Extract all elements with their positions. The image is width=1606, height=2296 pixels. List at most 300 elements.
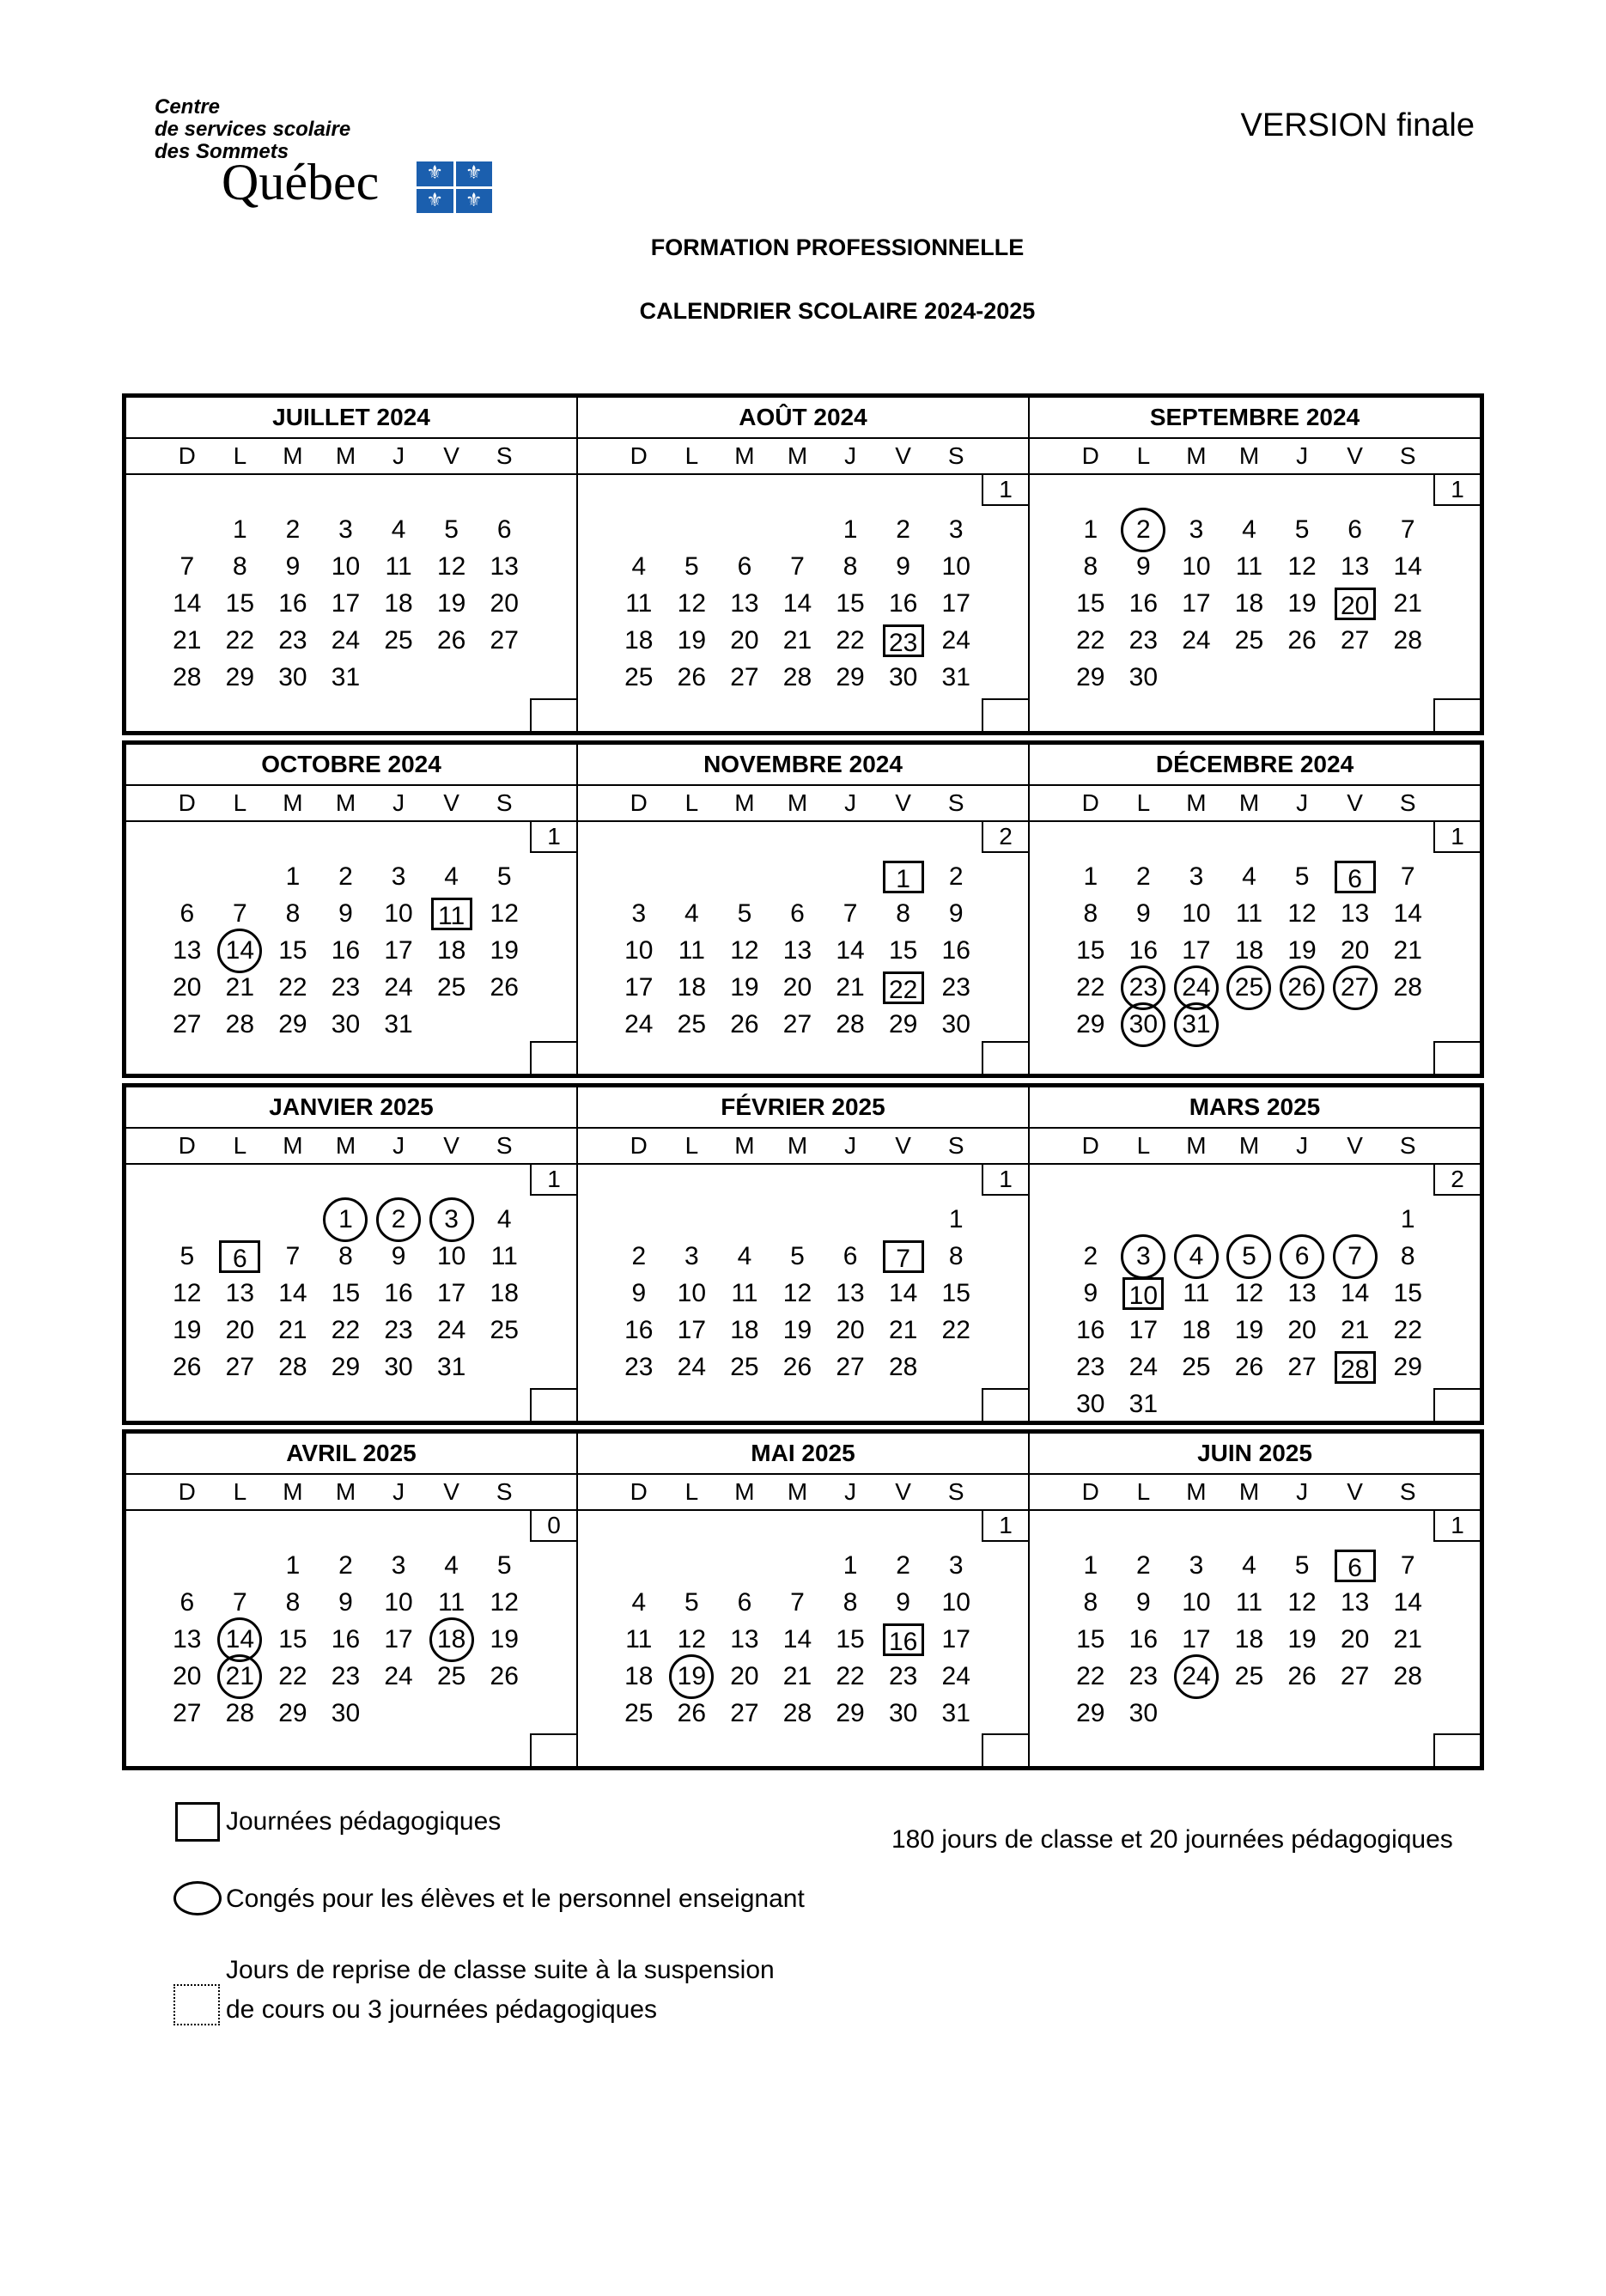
day-number: 27 xyxy=(730,1698,759,1727)
day-cell xyxy=(214,1275,267,1312)
pedagogical-count-box: 1 xyxy=(1433,1509,1480,1542)
day-number: 22 xyxy=(278,1661,307,1690)
day-number: 26 xyxy=(1234,1352,1264,1381)
day-cell xyxy=(824,1584,877,1621)
day-number: 26 xyxy=(1280,965,1324,1010)
day-cell xyxy=(372,1621,425,1658)
day-cell xyxy=(1223,1658,1276,1695)
day-cell xyxy=(771,1275,824,1312)
weekday-header xyxy=(578,1475,1028,1511)
day-cell xyxy=(266,1658,319,1695)
day-cell xyxy=(214,659,267,696)
day-number: 28 xyxy=(782,1698,812,1727)
pedagogical-count-box: 1 xyxy=(982,473,1028,506)
day-number: 31 xyxy=(941,1698,970,1727)
day-cell xyxy=(1275,585,1329,622)
day-number: 19 xyxy=(669,1654,714,1699)
day-number: 11 xyxy=(490,1241,518,1270)
day-number: 10 xyxy=(384,898,413,928)
fleur-de-lis-icon: ⚜ xyxy=(417,189,453,214)
day-off-cell xyxy=(372,1201,425,1238)
day-number: 4 xyxy=(737,1241,752,1270)
pedagogical-day-cell xyxy=(877,969,930,1006)
day-cell xyxy=(1223,895,1276,932)
day-number: 28 xyxy=(278,1352,307,1381)
day-number: 28 xyxy=(1393,972,1422,1002)
day-grid xyxy=(1064,511,1434,696)
day-cell xyxy=(266,585,319,622)
weekday-label: L xyxy=(684,789,699,816)
day-number: 26 xyxy=(782,1352,812,1381)
day-cell xyxy=(718,1238,771,1275)
month-title: OCTOBRE 2024 xyxy=(126,745,576,786)
day-number: 20 xyxy=(782,972,812,1002)
day-cell xyxy=(1170,511,1223,548)
day-cell xyxy=(319,895,373,932)
day-number: 26 xyxy=(1287,1661,1317,1690)
day-number: 9 xyxy=(1136,1587,1151,1617)
day-cell xyxy=(425,585,478,622)
day-cell xyxy=(824,932,877,969)
weekday-header xyxy=(578,439,1028,475)
empty-cell xyxy=(612,1547,666,1584)
day-number: 9 xyxy=(896,551,910,581)
makeup-day-count-box xyxy=(530,698,576,731)
day-cell xyxy=(425,1238,478,1275)
day-cell xyxy=(214,585,267,622)
month-title: MAI 2025 xyxy=(578,1434,1028,1475)
day-number: 1 xyxy=(1083,515,1098,544)
day-cell xyxy=(1117,1695,1171,1732)
day-cell xyxy=(771,659,824,696)
day-cell xyxy=(1329,1658,1382,1695)
day-number: 18 xyxy=(677,972,707,1002)
day-cell xyxy=(161,932,214,969)
month-mars-2025 xyxy=(1028,1087,1480,1421)
day-number: 13 xyxy=(730,1624,759,1653)
day-cell xyxy=(877,659,930,696)
weekday-header xyxy=(578,1129,1028,1165)
day-number: 7 xyxy=(233,898,247,928)
day-number: 10 xyxy=(1182,898,1211,928)
day-cell xyxy=(1381,895,1434,932)
weekday-label: V xyxy=(1347,1478,1363,1505)
day-number: 27 xyxy=(173,1698,202,1727)
empty-cell xyxy=(718,511,771,548)
day-cell xyxy=(1381,969,1434,1006)
pedagogical-day-cell xyxy=(1329,585,1382,622)
day-cell xyxy=(929,1275,982,1312)
day-number: 15 xyxy=(278,1624,307,1653)
day-cell xyxy=(718,932,771,969)
day-cell xyxy=(1117,895,1171,932)
day-number: 22 xyxy=(1393,1315,1422,1344)
day-cell xyxy=(161,1238,214,1275)
day-number: 22 xyxy=(1076,1661,1105,1690)
day-cell xyxy=(214,1349,267,1386)
day-cell xyxy=(718,969,771,1006)
day-number: 6 xyxy=(179,1587,195,1617)
day-number: 2 xyxy=(896,515,910,544)
weekday-label: S xyxy=(496,1132,513,1159)
day-grid xyxy=(612,1547,982,1732)
calendar-row-3 xyxy=(122,1083,1484,1425)
weekday-label: L xyxy=(1136,1132,1151,1159)
pedagogical-count-box: 1 xyxy=(1433,820,1480,853)
day-cell xyxy=(1329,1275,1382,1312)
day-cell xyxy=(929,858,982,895)
day-number: 20 xyxy=(730,1661,759,1690)
day-number: 5 xyxy=(179,1241,195,1270)
day-number: 12 xyxy=(677,588,707,618)
day-cell xyxy=(1064,1275,1117,1312)
day-cell xyxy=(1223,622,1276,659)
weekday-header xyxy=(1030,439,1480,475)
day-number: 25 xyxy=(1182,1352,1211,1381)
day-number: 14 xyxy=(217,929,262,973)
pedagogical-count-box: 1 xyxy=(1433,473,1480,506)
weekday-label: S xyxy=(496,1478,513,1505)
day-number: 5 xyxy=(444,515,459,544)
day-number: 8 xyxy=(843,1587,858,1617)
day-off-cell xyxy=(1117,1238,1171,1275)
day-cell xyxy=(666,1238,719,1275)
day-cell xyxy=(824,1275,877,1312)
day-off-cell xyxy=(1223,1238,1276,1275)
day-cell xyxy=(1170,622,1223,659)
day-number: 14 xyxy=(782,1624,812,1653)
day-cell xyxy=(1275,1312,1329,1349)
day-cell xyxy=(478,1584,531,1621)
day-cell xyxy=(666,1584,719,1621)
makeup-day-count-box xyxy=(982,1041,1028,1074)
weekday-label: M xyxy=(283,1132,303,1159)
day-cell xyxy=(666,1695,719,1732)
weekday-label: M xyxy=(335,1478,356,1505)
day-cell xyxy=(478,622,531,659)
makeup-day-count-box xyxy=(530,1041,576,1074)
day-number: 13 xyxy=(173,1624,202,1653)
day-cell xyxy=(478,895,531,932)
day-cell xyxy=(478,1621,531,1658)
empty-cell xyxy=(877,1201,930,1238)
month-mai-2025 xyxy=(576,1434,1028,1766)
day-cell xyxy=(161,1695,214,1732)
day-cell xyxy=(319,1621,373,1658)
day-number: 15 xyxy=(836,1624,865,1653)
day-number: 10 xyxy=(331,551,361,581)
day-number: 7 xyxy=(790,551,805,581)
day-number: 23 xyxy=(384,1315,413,1344)
day-number: 12 xyxy=(782,1278,812,1307)
legend-pedagogical-day-swatch xyxy=(175,1802,220,1842)
day-cell xyxy=(478,1201,531,1238)
weekday-label: S xyxy=(947,789,964,816)
day-number: 29 xyxy=(836,662,865,691)
day-number: 30 xyxy=(1128,662,1159,691)
day-number: 29 xyxy=(1076,1698,1105,1727)
month-juillet-2024 xyxy=(126,398,576,731)
day-number: 19 xyxy=(677,625,707,655)
day-grid xyxy=(161,511,531,696)
day-number: 17 xyxy=(1128,1315,1159,1344)
day-cell xyxy=(666,1275,719,1312)
day-number: 21 xyxy=(782,625,812,655)
day-cell xyxy=(612,1621,666,1658)
weekday-label: L xyxy=(1136,442,1151,469)
empty-cell xyxy=(1223,1201,1276,1238)
empty-cell xyxy=(718,1547,771,1584)
weekday-label: J xyxy=(844,1132,857,1159)
month-title: JUILLET 2024 xyxy=(126,398,576,439)
day-cell xyxy=(1223,932,1276,969)
day-cell xyxy=(425,622,478,659)
day-cell xyxy=(666,969,719,1006)
day-number: 6 xyxy=(1335,1550,1376,1582)
day-cell xyxy=(425,1275,478,1312)
day-number: 8 xyxy=(1083,1587,1098,1617)
day-number: 4 xyxy=(444,1550,459,1580)
day-number: 15 xyxy=(225,588,255,618)
day-cell xyxy=(266,1006,319,1043)
weekday-label: J xyxy=(844,1478,857,1505)
day-cell xyxy=(718,1275,771,1312)
day-cell xyxy=(1170,1275,1223,1312)
day-number: 27 xyxy=(730,662,759,691)
day-cell xyxy=(1275,1349,1329,1386)
day-number: 13 xyxy=(1340,898,1370,928)
weekday-label: D xyxy=(630,789,648,816)
day-cell xyxy=(877,932,930,969)
weekday-label: S xyxy=(947,442,964,469)
empty-cell xyxy=(666,1201,719,1238)
day-grid xyxy=(161,1201,531,1386)
weekday-label: D xyxy=(630,1478,648,1505)
day-number: 7 xyxy=(843,898,858,928)
day-number: 29 xyxy=(1076,1009,1105,1038)
day-cell xyxy=(771,1312,824,1349)
day-number: 4 xyxy=(496,1204,512,1233)
day-cell xyxy=(266,1621,319,1658)
day-cell xyxy=(372,548,425,585)
day-number: 18 xyxy=(730,1315,759,1344)
day-number: 4 xyxy=(391,515,406,544)
day-number: 23 xyxy=(941,972,970,1002)
pedagogical-day-cell xyxy=(1329,1547,1382,1584)
day-number: 19 xyxy=(436,588,466,618)
day-number: 9 xyxy=(1136,898,1151,928)
day-cell xyxy=(425,1349,478,1386)
weekday-label: V xyxy=(1347,442,1363,469)
day-cell xyxy=(771,969,824,1006)
day-cell xyxy=(718,1312,771,1349)
day-cell xyxy=(877,1658,930,1695)
day-number: 16 xyxy=(888,588,918,618)
day-number: 2 xyxy=(376,1197,421,1242)
day-number: 27 xyxy=(225,1352,255,1381)
day-number: 28 xyxy=(888,1352,918,1381)
day-cell xyxy=(1117,1312,1171,1349)
weekday-label: L xyxy=(684,442,699,469)
weekday-label: S xyxy=(496,442,513,469)
day-number: 23 xyxy=(1121,965,1165,1010)
day-number: 25 xyxy=(436,1661,466,1690)
day-cell xyxy=(1329,622,1382,659)
day-cell xyxy=(266,932,319,969)
month-title: AOÛT 2024 xyxy=(578,398,1028,439)
day-number: 27 xyxy=(173,1009,202,1038)
day-cell xyxy=(929,548,982,585)
day-grid xyxy=(1064,1547,1434,1732)
day-number: 27 xyxy=(836,1352,865,1381)
weekday-header xyxy=(126,439,576,475)
day-cell xyxy=(1329,895,1382,932)
weekday-label: V xyxy=(443,1478,459,1505)
day-cell xyxy=(425,548,478,585)
day-number: 21 xyxy=(225,972,255,1002)
weekday-label: L xyxy=(684,1132,699,1159)
day-cell xyxy=(372,1312,425,1349)
day-number: 22 xyxy=(1076,972,1105,1002)
day-number: 3 xyxy=(684,1241,699,1270)
day-cell xyxy=(1381,932,1434,969)
day-number: 23 xyxy=(1128,625,1159,655)
day-cell xyxy=(266,1312,319,1349)
day-cell xyxy=(266,1275,319,1312)
day-number: 24 xyxy=(1128,1352,1159,1381)
empty-cell xyxy=(266,1201,319,1238)
day-cell xyxy=(1170,932,1223,969)
day-off-cell xyxy=(1275,1238,1329,1275)
weekday-label: L xyxy=(233,442,247,469)
day-number: 25 xyxy=(624,662,654,691)
day-number: 30 xyxy=(941,1009,970,1038)
day-cell xyxy=(1117,1584,1171,1621)
day-number: 13 xyxy=(490,551,519,581)
day-number: 18 xyxy=(429,1617,474,1662)
day-cell xyxy=(718,895,771,932)
document-title: FORMATION PROFESSIONNELLE xyxy=(650,234,1025,260)
day-number: 29 xyxy=(1393,1352,1422,1381)
day-off-cell xyxy=(214,1621,267,1658)
day-number: 27 xyxy=(1340,1661,1370,1690)
day-cell xyxy=(478,511,531,548)
makeup-day-count-box xyxy=(1433,698,1480,731)
day-number: 21 xyxy=(1393,1624,1422,1653)
day-cell xyxy=(425,1547,478,1584)
day-number: 20 xyxy=(1340,1624,1370,1653)
day-number: 29 xyxy=(1076,662,1105,691)
weekday-label: S xyxy=(947,1132,964,1159)
weekday-label: M xyxy=(787,442,808,469)
day-cell xyxy=(319,1312,373,1349)
day-number: 7 xyxy=(1400,862,1415,891)
day-number: 6 xyxy=(843,1241,858,1270)
day-number: 28 xyxy=(782,662,812,691)
day-number: 4 xyxy=(1174,1234,1219,1279)
day-number: 16 xyxy=(331,935,361,965)
day-number: 30 xyxy=(1121,1002,1165,1047)
day-number: 7 xyxy=(285,1241,301,1270)
day-number: 15 xyxy=(888,935,918,965)
day-cell xyxy=(929,1238,982,1275)
weekday-label: V xyxy=(895,789,911,816)
day-number: 14 xyxy=(1393,898,1422,928)
day-number: 14 xyxy=(782,588,812,618)
day-number: 24 xyxy=(941,625,970,655)
day-cell xyxy=(1329,511,1382,548)
day-number: 14 xyxy=(1393,551,1422,581)
day-number: 31 xyxy=(1174,1002,1219,1047)
day-cell xyxy=(1117,1349,1171,1386)
day-cell xyxy=(824,659,877,696)
day-cell xyxy=(771,1695,824,1732)
day-grid xyxy=(612,858,982,1043)
day-cell xyxy=(612,969,666,1006)
day-number: 19 xyxy=(1287,935,1317,965)
day-number: 6 xyxy=(1347,515,1362,544)
day-cell xyxy=(929,1695,982,1732)
day-number: 1 xyxy=(1083,1550,1098,1580)
day-cell xyxy=(877,548,930,585)
day-number: 13 xyxy=(1340,551,1370,581)
day-number: 17 xyxy=(384,935,413,965)
day-number: 2 xyxy=(896,1550,910,1580)
day-number: 11 xyxy=(1235,1587,1263,1617)
legend-day-off-label: Congés pour les élèves et le personnel enseignant xyxy=(226,1885,805,1913)
month-novembre-2024 xyxy=(576,745,1028,1074)
legend-pedagogical-day-label: Journées pédagogiques xyxy=(226,1807,502,1836)
day-off-cell xyxy=(1170,1658,1223,1695)
day-cell xyxy=(266,622,319,659)
empty-cell xyxy=(771,1201,824,1238)
day-cell xyxy=(877,1312,930,1349)
weekday-label: J xyxy=(392,1478,405,1505)
day-number: 1 xyxy=(323,1197,368,1242)
day-number: 24 xyxy=(1182,625,1211,655)
day-cell xyxy=(425,858,478,895)
day-cell xyxy=(612,622,666,659)
day-number: 25 xyxy=(677,1009,707,1038)
day-cell xyxy=(877,1695,930,1732)
weekday-label: D xyxy=(178,1132,196,1159)
day-cell xyxy=(718,1658,771,1695)
day-cell xyxy=(929,932,982,969)
day-cell xyxy=(877,895,930,932)
day-cell xyxy=(824,622,877,659)
day-cell xyxy=(372,1584,425,1621)
day-number: 20 xyxy=(1287,1315,1317,1344)
day-off-cell xyxy=(1117,969,1171,1006)
day-cell xyxy=(718,1349,771,1386)
day-number: 16 xyxy=(941,935,970,965)
day-number: 2 xyxy=(1136,862,1151,891)
day-cell xyxy=(1064,858,1117,895)
month-title: NOVEMBRE 2024 xyxy=(578,745,1028,786)
day-number: 21 xyxy=(278,1315,307,1344)
day-cell xyxy=(824,1621,877,1658)
weekday-header xyxy=(126,1129,576,1165)
day-number: 3 xyxy=(429,1197,474,1242)
day-number: 30 xyxy=(331,1009,361,1038)
pedagogical-count-box: 0 xyxy=(530,1509,576,1542)
organization-logo xyxy=(155,96,515,216)
day-number: 2 xyxy=(338,862,353,891)
day-number: 31 xyxy=(384,1009,413,1038)
day-number: 28 xyxy=(225,1698,255,1727)
weekday-label: D xyxy=(178,1478,196,1505)
day-number: 12 xyxy=(1287,1587,1317,1617)
